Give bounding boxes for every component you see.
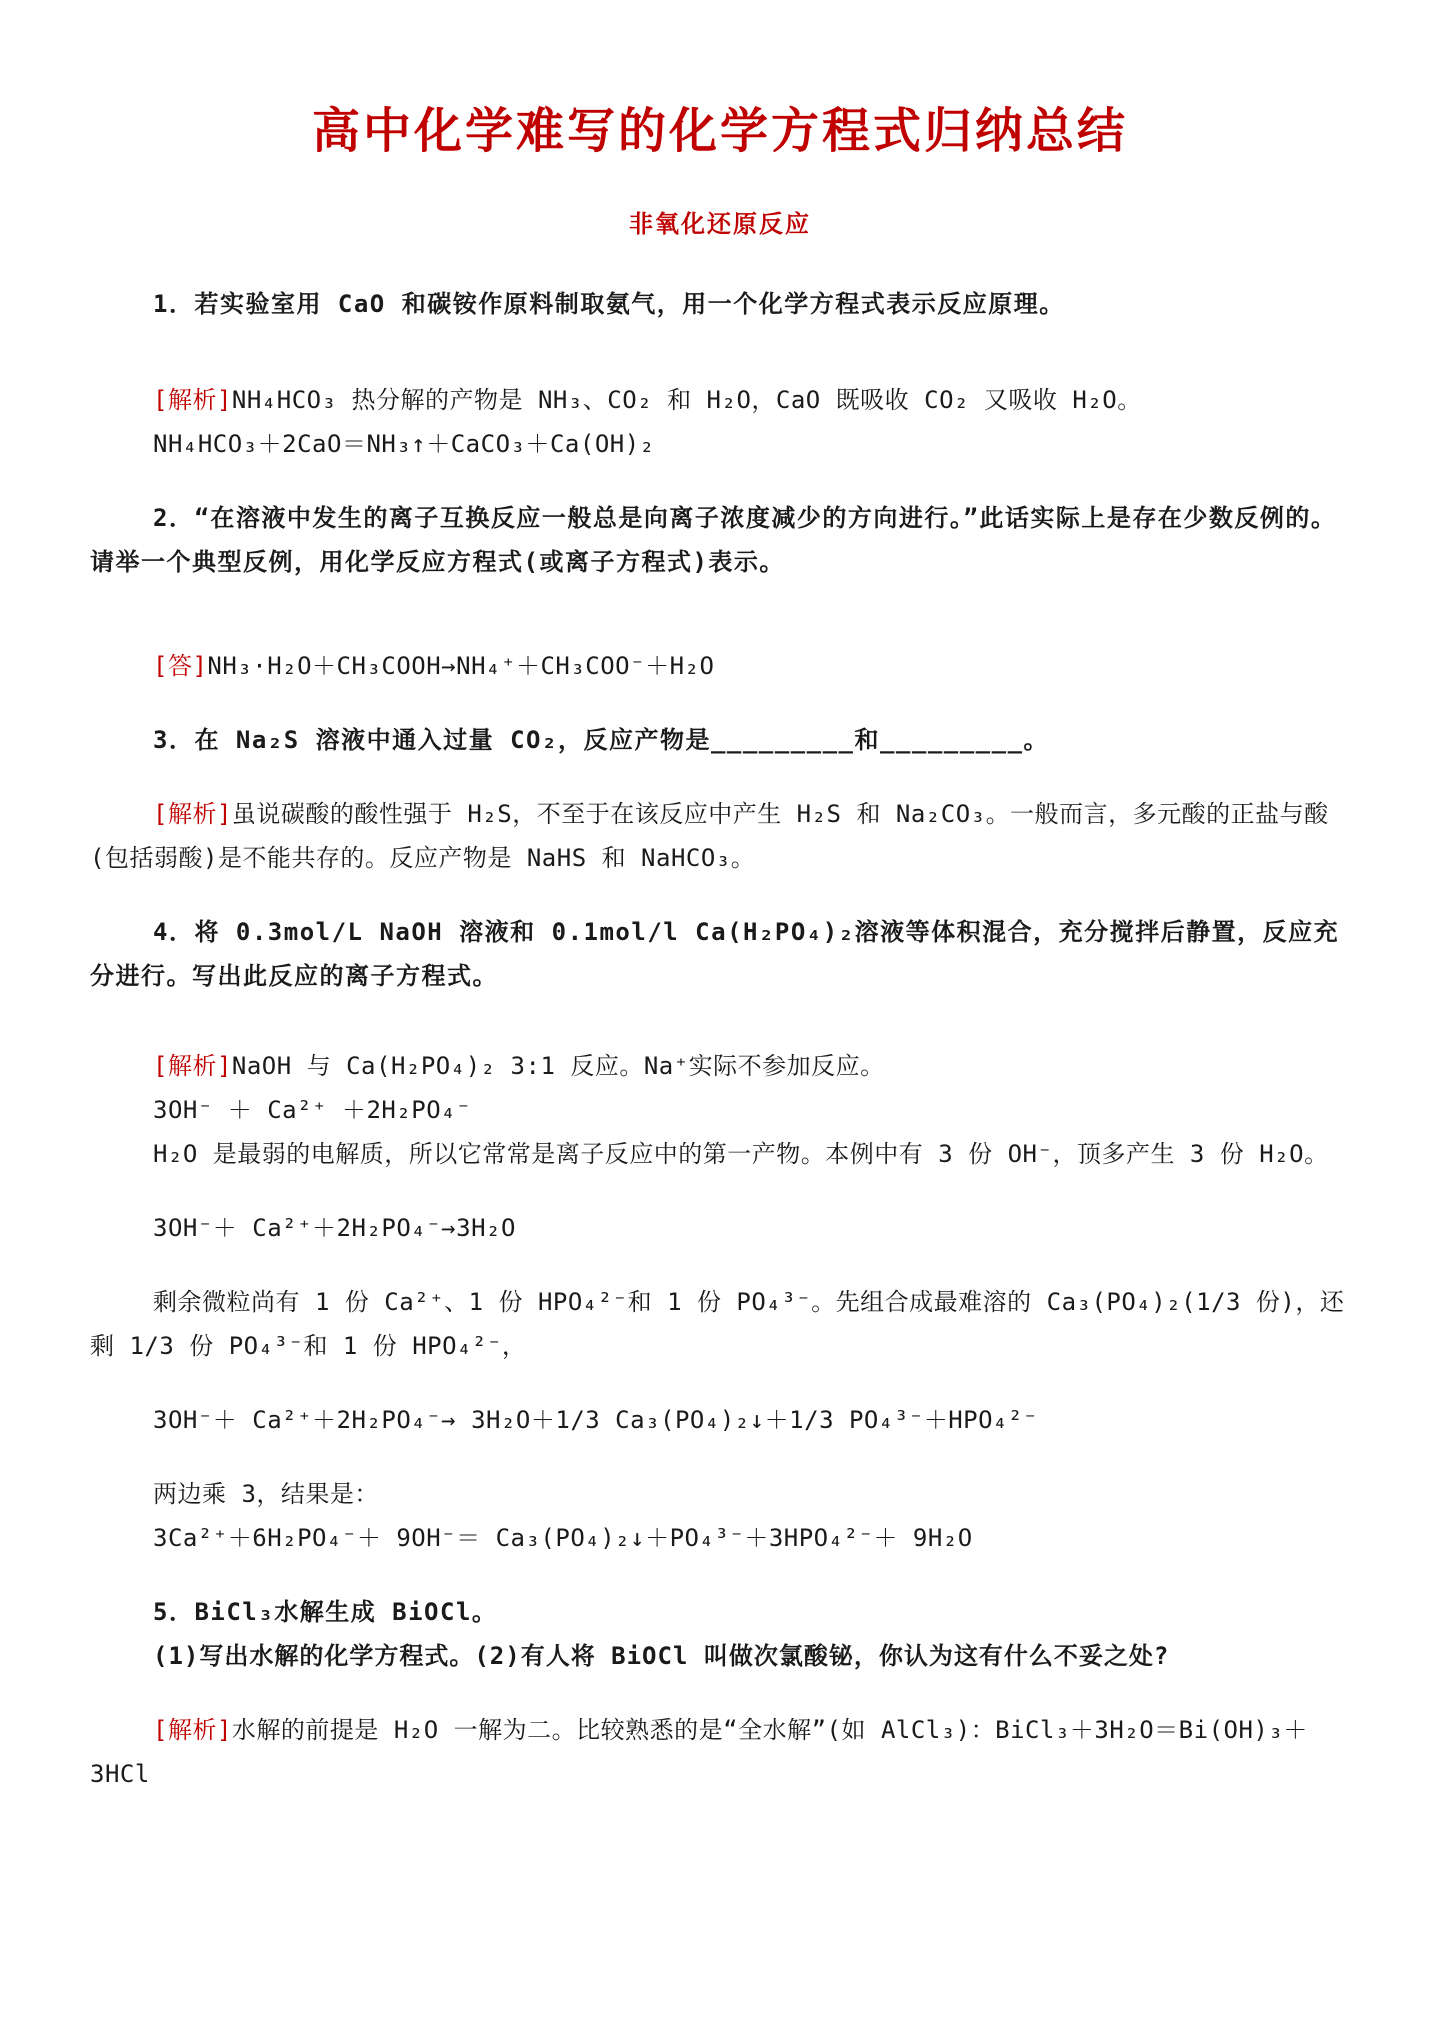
analysis-3-text: 虽说碳酸的酸性强于 H₂S，不至于在该反应中产生 H₂S 和 Na₂CO₃。一般而言，多元酸的正盐与酸(包括弱酸)是不能共存的。反应产物是 NaHS 和 NaHCO₃。 xyxy=(90,800,1329,872)
equation-4-partial: 3OH⁻ ＋ Ca²⁺ ＋2H₂PO₄⁻ xyxy=(153,1096,472,1124)
analysis-tag: [解析] xyxy=(153,800,232,828)
question-2: 2．“在溶液中发生的离子互换反应一般总是向离子浓度减少的方向进行。”此话实际上是存在少数反例的。请举一个典型反例，用化学反应方程式(或离子方程式)表示。 xyxy=(90,504,1337,576)
equation-4-final: 3Ca²⁺＋6H₂PO₄⁻＋ 9OH⁻＝ Ca₃(PO₄)₂↓＋PO₄³⁻＋3HPO₄²⁻＋ 9H₂O xyxy=(153,1524,973,1552)
analysis-tag: [解析] xyxy=(153,1716,232,1744)
analysis-tag: [解析] xyxy=(153,386,232,414)
paragraph-4-remaining: 剩余微粒尚有 1 份 Ca²⁺、1 份 HPO₄²⁻和 1 份 PO₄³⁻。先组合成最难溶的 Ca₃(PO₄)₂(1/3 份)，还剩 1/3 份 PO₄³⁻和 1 份 HPO₄²⁻， xyxy=(90,1288,1345,1360)
equation-4-step1: 3OH⁻＋ Ca²⁺＋2H₂PO₄⁻→3H₂O xyxy=(153,1214,516,1242)
question-3: 3．在 Na₂S 溶液中通入过量 CO₂，反应产物是_________和_________。 xyxy=(153,726,1050,754)
question-4: 4．将 0.3mol/L NaOH 溶液和 0.1mol/l Ca(H₂PO₄)₂溶液等体积混合，充分搅拌后静置，反应充分进行。写出此反应的离子方程式。 xyxy=(90,918,1340,990)
equation-1: NH₄HCO₃＋2CaO＝NH₃↑＋CaCO₃＋Ca(OH)₂ xyxy=(153,430,655,458)
section-subtitle: 非氧化还原反应 xyxy=(629,210,811,238)
analysis-4 xyxy=(90,1044,1350,1088)
analysis-5-text: 水解的前提是 H₂O 一解为二。比较熟悉的是“全水解”(如 AlCl₃)：BiCl₃＋3H₂O＝Bi(OH)₃＋3HCl xyxy=(90,1716,1308,1788)
question-5-subparts: (1)写出水解的化学方程式。(2)有人将 BiOCl 叫做次氯酸铋，你认为这有什么不妥之处? xyxy=(153,1642,1170,1670)
answer-2-text: NH₃·H₂O＋CH₃COOH→NH₄⁺＋CH₃COO⁻＋H₂O xyxy=(207,652,715,680)
analysis-tag: [解析] xyxy=(153,1052,232,1080)
paragraph-4-multiply: 两边乘 3，结果是： xyxy=(153,1480,379,1508)
page-title: 高中化学难写的化学方程式归纳总结 xyxy=(311,103,1128,159)
paragraph-4-water: H₂O 是最弱的电解质，所以它常常是离子反应中的第一产物。本例中有 3 份 OH⁻，顶多产生 3 份 H₂O。 xyxy=(153,1140,1329,1168)
analysis-5 xyxy=(90,1708,1350,1796)
question-1: 1．若实验室用 CaO 和碳铵作原料制取氨气，用一个化学方程式表示反应原理。 xyxy=(153,290,1065,318)
analysis-4-text: NaOH 与 Ca(H₂PO₄)₂ 3:1 反应。Na⁺实际不参加反应。 xyxy=(231,1052,885,1080)
analysis-3 xyxy=(90,792,1350,880)
answer-2 xyxy=(90,644,1350,688)
equation-4-step2: 3OH⁻＋ Ca²⁺＋2H₂PO₄⁻→ 3H₂O＋1/3 Ca₃(PO₄)₂↓＋1/3 PO₄³⁻＋HPO₄²⁻ xyxy=(153,1406,1038,1434)
analysis-1 xyxy=(90,378,1350,422)
question-5: 5．BiCl₃水解生成 BiOCl。 xyxy=(153,1598,498,1626)
analysis-1-text: NH₄HCO₃ 热分解的产物是 NH₃、CO₂ 和 H₂O，CaO 既吸收 CO₂ 又吸收 H₂O。 xyxy=(231,386,1142,414)
answer-tag: [答] xyxy=(153,652,208,680)
